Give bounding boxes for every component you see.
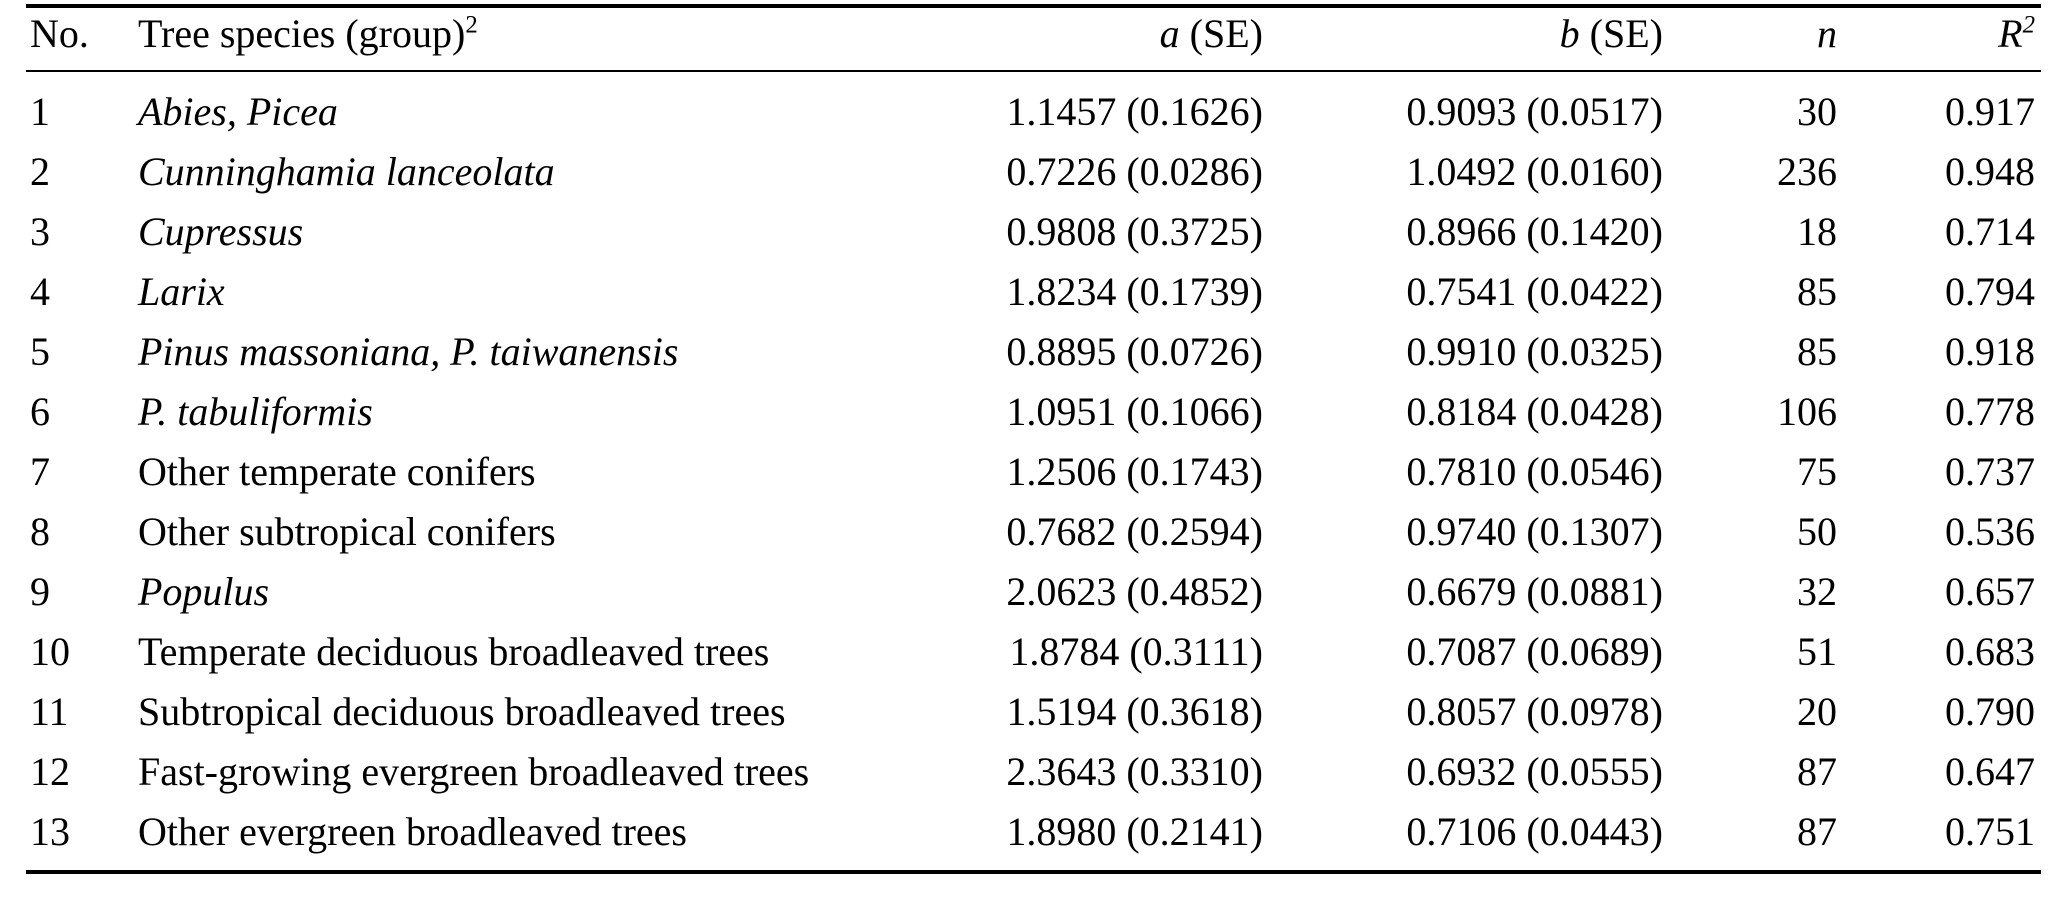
- cell-r2: 0.737: [1945, 449, 2035, 494]
- cell-n: 85: [1797, 329, 1837, 374]
- cell-no: 10: [30, 629, 70, 674]
- column-header-species-label: Tree species (group): [138, 11, 466, 56]
- column-header-b: [1263, 6, 1667, 71]
- cell-r2: 0.647: [1945, 749, 2035, 794]
- table-header: [26, 6, 2041, 71]
- cell-no: 9: [30, 569, 50, 614]
- cell-r2: 0.790: [1945, 689, 2035, 734]
- cell-b: 0.9093 (0.0517): [1406, 89, 1663, 134]
- cell-species: Cunninghamia lanceolata: [138, 149, 555, 194]
- table-row: [26, 142, 2041, 202]
- cell-b: 0.7106 (0.0443): [1263, 802, 1667, 872]
- cell-a: 1.2506 (0.1743): [1006, 449, 1263, 494]
- cell-b: 0.7087 (0.0689): [1406, 629, 1663, 674]
- table-row: [26, 71, 2041, 142]
- header-row: [26, 6, 2041, 71]
- cell-n: 87: [1797, 749, 1837, 794]
- cell-no: 11: [30, 689, 69, 734]
- cell-no: 13: [26, 802, 138, 872]
- cell-a: 0.9808 (0.3725): [1006, 209, 1263, 254]
- cell-no: 3: [30, 209, 50, 254]
- cell-no: 8: [30, 509, 50, 554]
- cell-n: 50: [1797, 509, 1837, 554]
- cell-r2: 0.948: [1945, 149, 2035, 194]
- cell-b: 0.9910 (0.0325): [1406, 329, 1663, 374]
- cell-r2: 0.918: [1945, 329, 2035, 374]
- cell-b: 0.8966 (0.1420): [1406, 209, 1663, 254]
- cell-no: 5: [30, 329, 50, 374]
- table-row: [26, 442, 2041, 502]
- cell-r2: 0.714: [1945, 209, 2035, 254]
- column-header-n-symbol: n: [1817, 11, 1837, 56]
- cell-species: Larix: [138, 269, 225, 314]
- cell-a: 0.7226 (0.0286): [1006, 149, 1263, 194]
- table-row: [26, 382, 2041, 442]
- cell-species: Abies, Picea: [138, 89, 338, 134]
- column-header-r2-symbol: R: [1998, 11, 2023, 56]
- cell-species: Other evergreen broadleaved trees: [138, 802, 843, 872]
- cell-n: 75: [1797, 449, 1837, 494]
- cell-a: 1.1457 (0.1626): [1006, 89, 1263, 134]
- column-header-species: [138, 6, 843, 71]
- cell-b: 0.8057 (0.0978): [1406, 689, 1663, 734]
- cell-n: 85: [1797, 269, 1837, 314]
- cell-b: 0.6932 (0.0555): [1406, 749, 1663, 794]
- cell-n: 236: [1777, 149, 1837, 194]
- cell-a: 1.8784 (0.3111): [1009, 629, 1263, 674]
- cell-no: 12: [30, 749, 70, 794]
- cell-n: 18: [1797, 209, 1837, 254]
- cell-species: Populus: [138, 569, 270, 614]
- cell-r2: 0.657: [1945, 569, 2035, 614]
- cell-a: 2.3643 (0.3310): [1006, 749, 1263, 794]
- table-row: [26, 742, 2041, 802]
- column-header-r2: [1845, 6, 2041, 71]
- cell-r2: 0.778: [1945, 389, 2035, 434]
- cell-a: 1.0951 (0.1066): [1006, 389, 1263, 434]
- cell-n: 51: [1797, 629, 1837, 674]
- cell-b: 0.7541 (0.0422): [1406, 269, 1663, 314]
- table-row: [26, 502, 2041, 562]
- table-body: [26, 71, 2041, 872]
- column-header-a-suffix: (SE): [1179, 11, 1263, 56]
- cell-b: 0.7810 (0.0546): [1406, 449, 1663, 494]
- cell-r2: 0.917: [1945, 89, 2035, 134]
- cell-a: 1.8234 (0.1739): [1006, 269, 1263, 314]
- cell-b: 1.0492 (0.0160): [1406, 149, 1663, 194]
- cell-n: 20: [1797, 689, 1837, 734]
- cell-b: 0.9740 (0.1307): [1406, 509, 1663, 554]
- cell-a: 0.7682 (0.2594): [1006, 509, 1263, 554]
- cell-species: Cupressus: [138, 209, 304, 254]
- tree-species-parameter-table: [26, 4, 2041, 874]
- cell-no: 2: [30, 149, 50, 194]
- cell-r2: 0.751: [1845, 802, 2041, 872]
- cell-b: 0.6679 (0.0881): [1406, 569, 1663, 614]
- cell-r2: 0.683: [1945, 629, 2035, 674]
- cell-a: 1.8980 (0.2141): [843, 802, 1263, 872]
- column-header-a: [843, 6, 1263, 71]
- table-row: [26, 202, 2041, 262]
- column-header-b-suffix: (SE): [1579, 11, 1663, 56]
- cell-species: Pinus massoniana, P. taiwanensis: [138, 329, 679, 374]
- table-row: [26, 562, 2041, 622]
- cell-a: 2.0623 (0.4852): [1006, 569, 1263, 614]
- column-header-species-footnote: 2: [465, 11, 478, 39]
- table-row: [26, 682, 2041, 742]
- cell-species: Other temperate conifers: [138, 449, 536, 494]
- table-row: [26, 802, 2041, 872]
- cell-species: Temperate deciduous broadleaved trees: [138, 629, 770, 674]
- table-row: [26, 622, 2041, 682]
- column-header-r2-exponent: 2: [2022, 11, 2035, 39]
- cell-n: 87: [1667, 802, 1845, 872]
- cell-b: 0.8184 (0.0428): [1406, 389, 1663, 434]
- cell-no: 1: [30, 89, 50, 134]
- cell-n: 106: [1777, 389, 1837, 434]
- cell-n: 32: [1797, 569, 1837, 614]
- cell-n: 30: [1797, 89, 1837, 134]
- table-row: [26, 322, 2041, 382]
- cell-no: 6: [30, 389, 50, 434]
- cell-species: Fast-growing evergreen broadleaved trees: [138, 749, 810, 794]
- table-row: [26, 262, 2041, 322]
- cell-species: Subtropical deciduous broadleaved trees: [138, 689, 786, 734]
- column-header-b-symbol: b: [1559, 11, 1580, 56]
- cell-no: 4: [30, 269, 50, 314]
- column-header-n: [1667, 6, 1845, 71]
- cell-r2: 0.536: [1945, 509, 2035, 554]
- cell-species: P. tabuliformis: [138, 389, 373, 434]
- cell-a: 1.5194 (0.3618): [1006, 689, 1263, 734]
- cell-species: Other subtropical conifers: [138, 509, 556, 554]
- cell-no: 7: [30, 449, 50, 494]
- cell-r2: 0.794: [1945, 269, 2035, 314]
- column-header-a-symbol: a: [1159, 11, 1180, 56]
- column-header-no: No.: [26, 6, 138, 71]
- cell-a: 0.8895 (0.0726): [1006, 329, 1263, 374]
